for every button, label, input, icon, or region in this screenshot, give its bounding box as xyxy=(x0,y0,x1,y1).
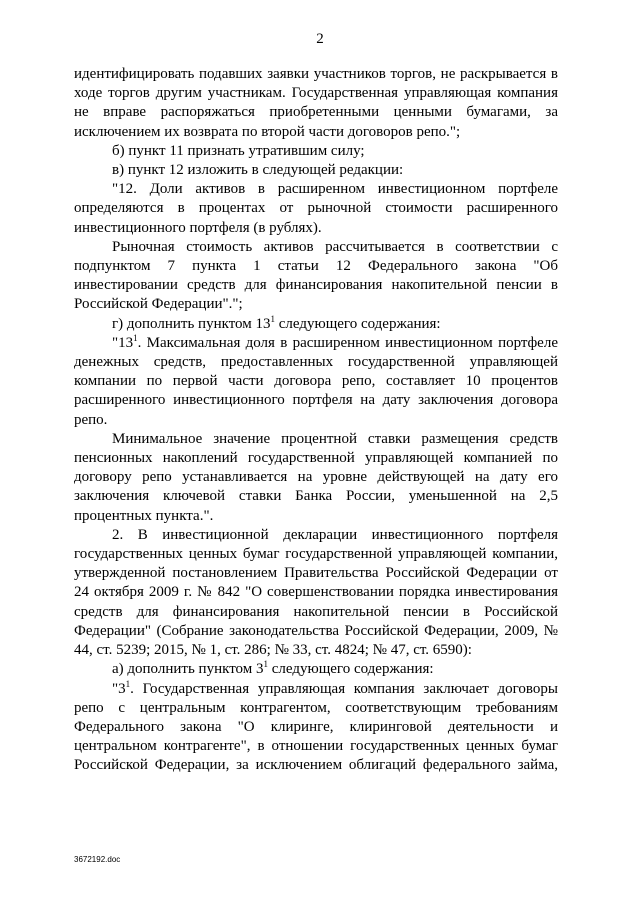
text-segment: . Максимальная доля в расширенном инвестиционном портфеле денежных средств, предоставленных государственной управляющей компании по первой части договора репо, составляет 10 процентов расширенного инвестиционного портфеля на дату заключения договора репо. xyxy=(74,334,558,428)
paragraph-point-12: "12. Доли активов в расширенном инвестиционном портфеле определяются в процентах от рыночной стоимости расширенного инвестиционного портфеля (в рублях). xyxy=(74,181,558,236)
paragraph-item-b: б) пункт 11 признать утратившим силу; xyxy=(112,142,365,159)
text-segment: г) дополнить пунктом 13 xyxy=(112,315,271,332)
document-body xyxy=(74,65,558,776)
paragraph-section-2: 2. В инвестиционной декларации инвестиционного портфеля государственных ценных бумаг государственной управляющей компании, утвержденной постановлением Правительства Российской Федерации от 24 октября 2009 г. № 842 "О совершенствовании порядка инвестирования средств для финансирования накопительной пенсии в Российской Федерации" (Собрание законодательства Российской Федерации, 2009, № 44, ст. 5239; 2015, № 1, ст. 286; № 33, ст. 4824; № 47, ст. 6590): xyxy=(74,526,558,659)
page-number: 2 xyxy=(316,31,324,47)
text-segment: "3 xyxy=(112,680,126,697)
text-segment: а) дополнить пунктом 3 xyxy=(112,661,264,678)
superscript: 1 xyxy=(125,678,131,689)
superscript: 1 xyxy=(270,313,276,324)
text-segment: следующего содержания: xyxy=(268,661,434,678)
text-segment: "13 xyxy=(112,334,134,351)
file-name-footer: 3672192.doc xyxy=(74,855,121,864)
paragraph-market-value: Рыночная стоимость активов рассчитывается в соответствии с подпунктом 7 пункта 1 статьи 12 Федерального закона "Об инвестировании средств для финансирования накопительной пенсии в Российской Федерации"."; xyxy=(74,238,558,313)
paragraph-item-g xyxy=(74,315,558,334)
paragraph-item-v: в) пункт 12 изложить в следующей редакции: xyxy=(112,162,404,179)
text-segment: следующего содержания: xyxy=(275,315,441,332)
paragraph-item-a xyxy=(74,660,558,679)
superscript: 1 xyxy=(263,659,269,670)
paragraph-min-rate: Минимальное значение процентной ставки размещения средств пенсионных накоплений государственной управляющей компанией по договору репо устанавливается на уровне действующей на дату его заключения ключевой ставки Банка России, уменьшенной на 2,5 процентных пункта.". xyxy=(74,430,558,524)
paragraph-point-3-1 xyxy=(74,680,558,776)
superscript: 1 xyxy=(133,332,138,343)
paragraph-continuation: идентифицировать подавших заявки участников торгов, не раскрывается в ходе торгов другим участникам. Государственная управляющая компания не вправе распоряжаться приобретенными ценными бумагами, за исключением их возврата по второй части договоров репо."; xyxy=(74,66,558,140)
paragraph-point-13-1 xyxy=(74,334,558,430)
text-segment: . Государственная управляющая компания заключает договоры репо с центральным контрагентом, соответствующим требованиям Федерального закона "О клиринге, клиринговой деятельности и центральном контрагенте", в отношении государственных ценных бумаг Российской Федерации, за исключением облигаций федерального займа, xyxy=(74,680,558,774)
